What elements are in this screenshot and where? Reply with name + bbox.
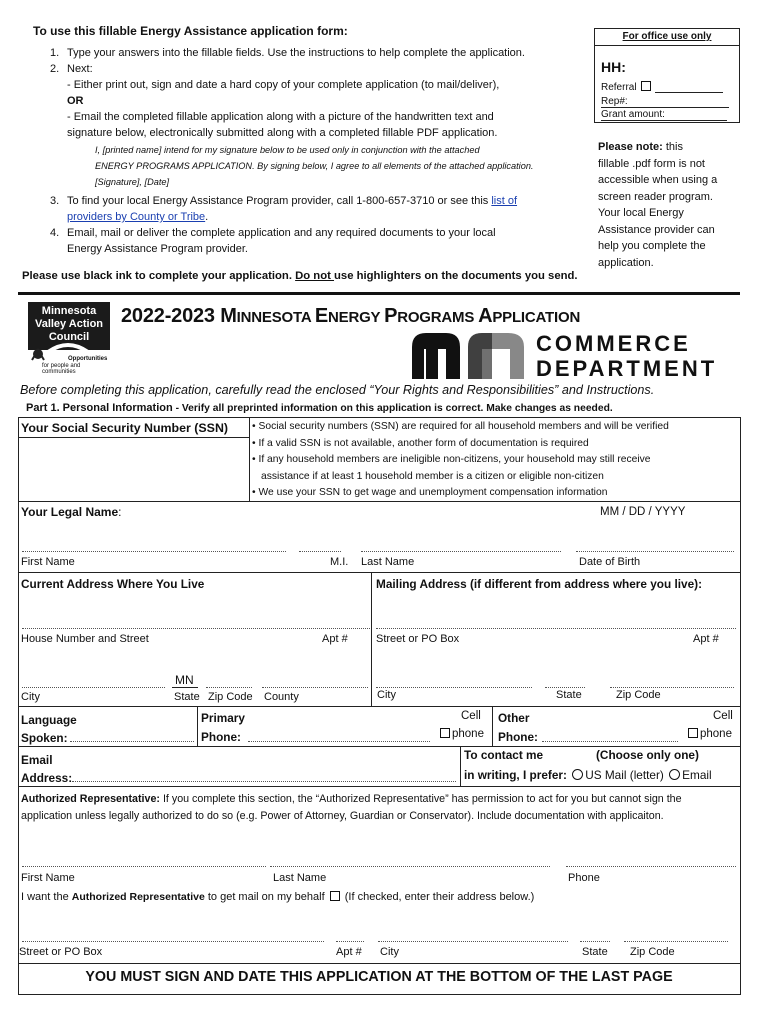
step2-or: OR xyxy=(67,95,84,107)
mailing-street-input[interactable] xyxy=(376,628,736,629)
title-part: E xyxy=(314,305,329,327)
department-word: DEPARTMENT xyxy=(536,356,718,381)
want-text: (If checked, enter their address below.) xyxy=(341,891,535,903)
mvac-tagline: for people and communities xyxy=(42,363,81,375)
ink-notice-c: use highlighters on the documents you send. xyxy=(334,270,578,282)
cell-checkbox[interactable] xyxy=(440,728,450,738)
mailing-apt-label: Apt # xyxy=(693,633,719,645)
must-sign-notice: YOU MUST SIGN AND DATE THIS APPLICATION AT THE BOTTOM OF THE LAST PAGE xyxy=(85,969,673,985)
step-number: 4. xyxy=(50,227,60,239)
office-use-title: For office use only xyxy=(622,31,712,42)
other-phone-input[interactable] xyxy=(542,741,678,742)
house-street-label: House Number and Street xyxy=(21,633,149,645)
note-text: application. xyxy=(598,256,654,269)
dob-input[interactable] xyxy=(576,551,734,552)
mn-logo-icon xyxy=(412,333,524,379)
ssn-label: Your Social Security Number (SSN) xyxy=(21,421,229,435)
contact-pref-text: in writing, I prefer: xyxy=(464,768,567,782)
providers-link[interactable]: list of xyxy=(491,195,518,207)
commerce-word: COMMERCE xyxy=(536,331,691,356)
primary-phone-label xyxy=(201,709,245,747)
rep-mail-checkbox[interactable] xyxy=(330,891,340,901)
cell-label: Cell xyxy=(461,710,481,722)
ssn-bullet: Social security numbers (SSN) are required for all household members and will be verified xyxy=(258,421,669,432)
rep-street-label: Street or PO Box xyxy=(19,946,103,958)
step1-text: Type your answers into the fillable fields. Use the instructions to help complete the application. xyxy=(67,47,525,59)
rep-zip-input[interactable] xyxy=(624,941,728,942)
note-text: this xyxy=(662,141,683,153)
title-part: ROGRAMS xyxy=(397,309,479,326)
primary-phone-input[interactable] xyxy=(248,741,430,742)
apt-label: Apt # xyxy=(322,633,348,645)
house-street-input[interactable] xyxy=(22,628,370,629)
primary-text: Phone: xyxy=(201,730,241,744)
ink-notice xyxy=(22,270,578,282)
dob-label: Date of Birth xyxy=(579,556,641,568)
note-text: fillable .pdf form is not xyxy=(598,157,705,170)
ssn-bullet-cont: assistance if at least 1 household member is a citizen or eligible non-citizen xyxy=(261,470,604,482)
ssn-bullet: We use your SSN to get wage and unemployment compensation information xyxy=(258,487,608,498)
dob-format: MM / DD / YYYY xyxy=(600,506,686,518)
rep-city-input[interactable] xyxy=(378,941,568,942)
ssn-input[interactable] xyxy=(19,438,248,500)
before-completing-text: Before completing this application, carefully read the enclosed “Your Rights and Responsibilities” and Instructions. xyxy=(20,383,655,397)
step-number: 3. xyxy=(50,195,60,207)
step2-option-b: - Email the completed fillable application along with a picture of the handwritten text and xyxy=(67,111,494,123)
form-title xyxy=(121,305,580,328)
step4-text: Email, mail or deliver the complete application and any required documents to your local xyxy=(67,227,496,239)
note-text: accessible when using a xyxy=(598,174,718,186)
rep-apt-input[interactable] xyxy=(336,941,364,942)
step4-text-cont: Energy Assistance Program provider. xyxy=(67,243,248,255)
email-input[interactable] xyxy=(72,781,456,782)
rep-phone-input[interactable] xyxy=(566,866,736,867)
rep-first-name-label: First Name xyxy=(21,872,75,884)
us-mail-label: US Mail (letter) xyxy=(585,768,664,782)
note-bold: Please note: xyxy=(598,141,663,153)
colon: : xyxy=(118,505,122,519)
part1-header xyxy=(26,402,613,414)
rep-label: Rep#: xyxy=(601,96,628,107)
zip-input[interactable] xyxy=(206,687,252,688)
rep-state-input[interactable] xyxy=(580,941,610,942)
last-name-label: Last Name xyxy=(361,556,415,568)
ssn-bullet: If any household members are ineligible non-citizens, your household may still receive xyxy=(258,454,651,465)
rep-mail-option xyxy=(21,891,534,903)
phone-text: phone xyxy=(452,728,484,740)
section-divider xyxy=(18,292,740,295)
mailing-street-label: Street or PO Box xyxy=(376,633,460,645)
cell-phone-option-2[interactable] xyxy=(686,728,732,740)
rep-phone-label: Phone xyxy=(568,872,600,884)
current-address-label: Current Address Where You Live xyxy=(21,577,205,591)
phone-text: phone xyxy=(700,728,732,740)
mailing-zip-input[interactable] xyxy=(610,687,734,688)
language-text: Spoken: xyxy=(21,731,68,745)
mvac-tagline: Opportunities xyxy=(68,356,108,362)
mailing-city-label: City xyxy=(377,689,396,701)
city-input[interactable] xyxy=(22,687,165,688)
step2-head: Next: xyxy=(67,63,93,75)
auth-rep-desc-2: application unless legally authorized to do so (e.g. Power of Attorney, Guardian or Conservator). Include documentation with applicaiton. xyxy=(21,810,664,822)
language-input[interactable] xyxy=(70,741,194,742)
mailing-state-label: State xyxy=(556,689,582,701)
state-mn-value: MN xyxy=(175,673,194,687)
zip-label: Zip Code xyxy=(208,691,253,703)
other-text: Other xyxy=(498,711,530,725)
rep-zip-label: Zip Code xyxy=(630,946,675,958)
mi-input[interactable] xyxy=(299,551,341,552)
auth-rep-label: Authorized Representative: xyxy=(21,793,160,805)
instructions-title: To use this fillable Energy Assistance application form: xyxy=(33,24,348,38)
mvac-text: Minnesota xyxy=(41,305,97,317)
title-part: PPLICATION xyxy=(492,309,581,326)
part1-title: Part 1. Personal Information xyxy=(26,402,173,414)
primary-text: Primary xyxy=(201,711,245,725)
sig-line-2: ENERGY PROGRAMS APPLICATION. By signing below, I agree to all elements of the attached application. xyxy=(95,161,534,171)
step-number: 1. xyxy=(50,47,60,59)
cell-checkbox-2[interactable] xyxy=(688,728,698,738)
referral-checkbox[interactable] xyxy=(641,81,651,91)
contact-label: To contact me xyxy=(464,748,544,762)
rep-street-input[interactable] xyxy=(22,941,324,942)
auth-rep-desc: If you complete this section, the “Authorized Representative” has permission to act for you but cannot sign the xyxy=(159,793,682,805)
us-mail-radio[interactable] xyxy=(572,769,583,780)
grant-label: Grant amount: xyxy=(601,109,665,120)
language-label xyxy=(21,711,77,747)
ink-notice-do-not: Do not xyxy=(295,270,335,282)
rep-first-name-input[interactable] xyxy=(22,866,266,867)
period: . xyxy=(205,211,209,223)
ssn-bullet: If a valid SSN is not available, another form of documentation is required xyxy=(258,437,589,449)
language-text: Language xyxy=(21,713,77,727)
signature-statement xyxy=(95,142,595,190)
city-label: City xyxy=(21,691,40,703)
form-right-border xyxy=(740,417,741,995)
legal-name-label xyxy=(21,505,121,519)
instructions-list xyxy=(50,45,590,141)
mvac-logo xyxy=(28,302,110,375)
cell-label-2: Cell xyxy=(713,710,733,722)
want-text-bold: Authorized Representative xyxy=(71,891,205,903)
mailing-state-input[interactable] xyxy=(545,687,585,688)
step2-option-b-cont: signature below, electronically submitted along with a completed fillable PDF application. xyxy=(67,127,498,139)
accessibility-note xyxy=(598,139,748,271)
step3-text: To find your local Energy Assistance Program provider, call 1-800-657-3710 or see this xyxy=(67,195,489,207)
last-name-input[interactable] xyxy=(361,551,561,552)
want-text: to get mail on my behalf xyxy=(204,891,328,903)
step2-option-a: - Either print out, sign and date a hard copy of your complete application (to mail/deliver), xyxy=(67,79,500,91)
mailing-zip-label: Zip Code xyxy=(616,689,661,701)
mi-label: M.I. xyxy=(330,556,349,568)
legal-name-text: Your Legal Name xyxy=(21,505,119,519)
title-part: A xyxy=(478,305,493,327)
title-part: INNESOTA xyxy=(236,309,315,326)
step-number: 2. xyxy=(50,63,60,75)
contact-choose: (Choose only one) xyxy=(596,748,699,762)
state-label: State xyxy=(174,691,200,703)
title-part: P xyxy=(384,305,398,327)
mvac-text: Valley Action xyxy=(34,318,104,330)
part1-subtitle: - Verify all preprinted information on this application is correct. Make changes as needed. xyxy=(172,403,613,414)
email-text: Address: xyxy=(21,771,73,785)
ink-notice-a: Please use black ink to complete your application. xyxy=(22,270,296,282)
title-part: 2022-2023 M xyxy=(121,305,237,327)
county-label: County xyxy=(264,691,299,703)
auth-rep-text xyxy=(21,791,737,825)
title-part: NERGY xyxy=(328,309,385,326)
mvac-text: Council xyxy=(48,331,90,343)
email-radio[interactable] xyxy=(669,769,680,780)
email-option-label: Email xyxy=(682,768,712,782)
instructions-list-2 xyxy=(50,193,590,257)
hh-label: HH: xyxy=(601,59,626,75)
sig-line-3: [Signature], [Date] xyxy=(95,177,170,187)
want-text: I want the xyxy=(21,891,72,903)
first-name-input[interactable] xyxy=(22,551,286,552)
cell-phone-option[interactable] xyxy=(438,728,484,740)
rep-state-label: State xyxy=(582,946,608,958)
note-text: Your local Energy xyxy=(598,207,684,219)
mailing-city-input[interactable] xyxy=(376,687,532,688)
mailing-address-label: Mailing Address (if different from address where you live): xyxy=(376,577,703,591)
email-text: Email xyxy=(21,753,53,767)
county-input[interactable] xyxy=(262,687,368,688)
contact-preference xyxy=(464,768,712,782)
note-text: screen reader program. xyxy=(598,190,713,203)
sig-line-1: I, [printed name] intend for my signature below to be used only in conjunction with the attached xyxy=(95,145,480,155)
rep-city-label: City xyxy=(380,946,399,958)
note-text: Assistance provider can xyxy=(598,223,715,236)
first-name-label: First Name xyxy=(21,556,75,568)
rep-last-name-label: Last Name xyxy=(273,872,327,884)
providers-link-cont[interactable]: providers by County or Tribe xyxy=(67,211,206,223)
rep-apt-label: Apt # xyxy=(336,946,362,958)
other-text: Phone: xyxy=(498,730,538,744)
other-phone-label xyxy=(498,709,538,747)
note-text: help you complete the xyxy=(598,240,706,252)
rep-last-name-input[interactable] xyxy=(270,866,550,867)
commerce-logo-text xyxy=(536,331,717,381)
referral-text: Referral xyxy=(601,82,637,93)
email-label xyxy=(21,751,72,787)
referral-label xyxy=(601,81,653,93)
office-use-box xyxy=(594,28,740,123)
ssn-info-list: • Social security numbers (SSN) are required for all household members and will be verified • If a valid SSN is not available, another form of documentation is required • If any household members are ineligible non-citizens, your household may still receive assistance if at least 1 household member is a citizen or eligible non-citizen • We use your SSN to get wage and unemployment compensation information xyxy=(252,419,740,502)
